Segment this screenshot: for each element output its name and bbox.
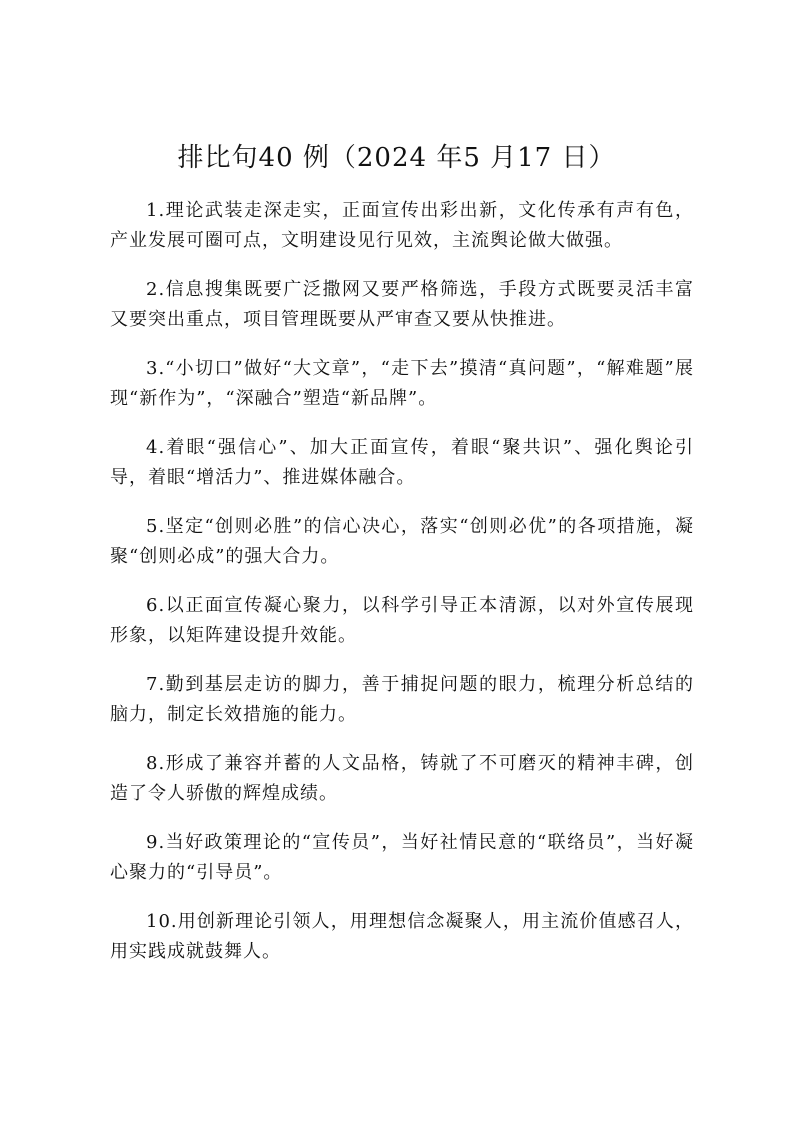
list-item: 6.以正面宣传凝心聚力，以科学引导正本清源，以对外宣传展现形象，以矩阵建设提升效能。 [110,595,694,646]
list-item: 3.“小切口”做好“大文章”，“走下去”摸清“真问题”，“解难题”展现“新作为”，“深融合”塑造“新品牌”。 [110,358,694,409]
item-list [110,196,694,986]
list-item: 9.当好政策理论的“宣传员”，当好社情民意的“联络员”，当好凝心聚力的“引导员”。 [110,832,694,883]
list-item: 2.信息搜集既要广泛撒网又要严格筛选，手段方式既要灵活丰富又要突出重点，项目管理既要从严审查又要从快推进。 [110,279,694,330]
list-item: 10.用创新理论引领人，用理想信念凝聚人，用主流价值感召人，用实践成就鼓舞人。 [110,911,694,962]
list-item: 5.坚定“创则必胜”的信心决心，落实“创则必优”的各项措施，凝聚“创则必成”的强大合力。 [110,516,694,567]
page-title: 排比句40 例（2024 年5 月17 日） [177,143,616,173]
list-item: 7.勤到基层走访的脚力，善于捕捉问题的眼力，梳理分析总结的脑力，制定长效措施的能力。 [110,674,694,725]
list-item: 1.理论武装走深走实，正面宣传出彩出新，文化传承有声有色，产业发展可圈可点，文明建设见行见效，主流舆论做大做强。 [110,200,694,251]
list-item: 4.着眼“强信心”、加大正面宣传，着眼“聚共识”、强化舆论引导，着眼“增活力”、推进媒体融合。 [110,437,694,488]
list-item: 8.形成了兼容并蓄的人文品格，铸就了不可磨灭的精神丰碑，创造了令人骄傲的辉煌成绩。 [110,753,694,804]
